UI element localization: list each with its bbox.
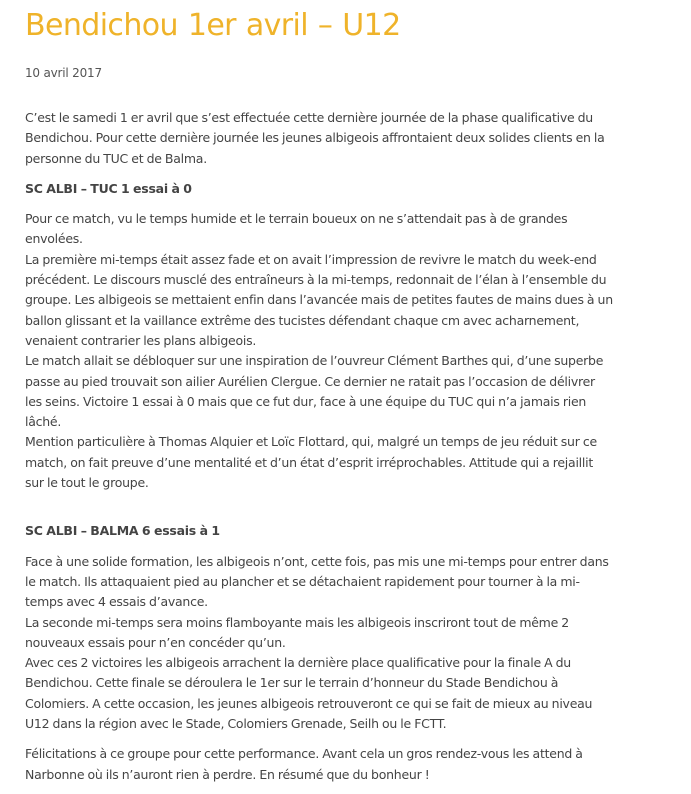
- match1-paragraph: Pour ce match, vu le temps humide et le terrain boueux on ne s’attendait pas à de grandes envolées. La première mi-temps était assez fade et on avait l’impression de revivre le match du week-end précédent. Le discours musclé des entraîneurs à la mi-temps, redonnait de l’élan à l’ensemble du groupe. Les albigeois se mettaient enfin dans l’avancée mais de petites fautes de mains dues à un ballon glissant et la vaillance extrême des tucistes défendant chaque cm avec acharnement, venaient contrarier les plans albigeois. Le match allait se débloquer sur une inspiration de l’ouvreur Clément Barthes qui, d’une superbe passe au pied trouvait son ailier Aurélien Clergue. Ce dernier ne ratait pas l’occasion de délivrer les seins. Victoire 1 essai à 0 mais que ce fut dur, face à une équipe du TUC qui n’a jamais rien lâché. Mention particulière à Thomas Alquier et Loïc Flottard, qui, malgré un temps de jeu réduit sur ce match, on fait preuve d’une mentalité et d’un état d’esprit irréprochables. Attitude qui a rejaillit sur le tout le groupe.: [25, 211, 613, 491]
- match2-paragraph: Face à une solide formation, les albigeois n’ont, cette fois, pas mis une mi-temps pour entrer dans le match. Ils attaquaient pied au plancher et se détachaient rapidement pour tourner à la mi- temps avec 4 essais d’avance. La seconde mi-temps sera moins flamboyante mais les albigeois inscriront tout de même 2 nouveaux essais pour n’en concéder qu’un. Avec ces 2 victoires les albigeois arrachent la dernière place qualificative pour la finale A du Bendichou. Cette finale se déroulera le 1er sur le terrain d’honneur du Stade Bendichou à Colomiers. A cette occasion, les jeunes albigeois retrouveront ce qui se fait de mieux au niveau U12 dans la région avec le Stade, Colomiers Grenade, Seilh ou le FCTT.: [25, 553, 609, 732]
- match2-heading: SC ALBI – BALMA 6 essais à 1: [25, 523, 220, 539]
- intro-paragraph: C’est le samedi 1 er avril que s’est effectuée cette dernière journée de la phase qualificative du Bendichou. Pour cette dernière journée les jeunes albigeois affrontaient deux solides clients en la personne du TUC et de Balma.: [25, 110, 605, 166]
- conclusion-paragraph: Félicitations à ce groupe pour cette performance. Avant cela un gros rendez-vous les attend à Narbonne où ils n’auront rien à perdre. En résumé que du bonheur !: [25, 746, 583, 782]
- match1-heading: SC ALBI – TUC 1 essai à 0: [25, 180, 192, 196]
- article-date: 10 avril 2017: [25, 66, 102, 80]
- article-title: Bendichou 1er avril – U12: [25, 8, 401, 43]
- article-body: [25, 108, 665, 785]
